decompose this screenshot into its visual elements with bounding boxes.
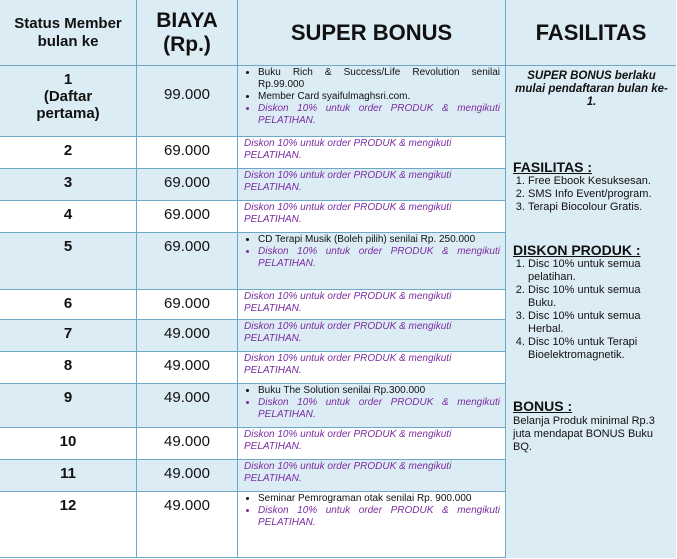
price-cell: 49.000: [137, 320, 238, 352]
month-cell: 12: [0, 492, 137, 558]
bonus-item: • Buku The Solution senilai Rp.300.000: [258, 385, 500, 397]
diskon-item: 1. Disc 10% untuk semua pelatihan.: [528, 258, 670, 284]
header-status: [0, 0, 137, 66]
bonus-cell: [238, 233, 506, 290]
price-cell: 69.000: [137, 290, 238, 320]
month-cell: 6: [0, 290, 137, 320]
bonus-cell: [238, 492, 506, 558]
header-super-bonus: SUPER BONUS: [238, 0, 506, 66]
month-number: 1: [63, 71, 73, 88]
diskon-item: 3. Disc 10% untuk semua Herbal.: [528, 310, 670, 336]
month-cell: 9: [0, 384, 137, 428]
discount-text: Diskon 10% untuk order PRODUK & mengikuti PELATIHAN.: [238, 169, 506, 201]
bonus-cell: [238, 384, 506, 428]
bonus-text: Belanja Produk minimal Rp.3 juta mendapat BONUS Buku BQ.: [513, 415, 655, 453]
diskon-list: [513, 258, 670, 362]
fasilitas-item: 2. SMS Info Event/program.: [528, 188, 670, 201]
price-cell: 49.000: [137, 460, 238, 492]
price-cell: 49.000: [137, 352, 238, 384]
header-status-line2: bulan ke: [37, 32, 99, 50]
discount-text: Diskon 10% untuk order PRODUK & mengikuti PELATIHAN.: [238, 290, 506, 320]
discount-text: Diskon 10% untuk order PRODUK & mengikuti PELATIHAN.: [238, 201, 506, 233]
month-cell: 8: [0, 352, 137, 384]
price-cell: 99.000: [137, 66, 238, 137]
header-fasilitas: FASILITAS: [506, 0, 676, 66]
fasilitas-column: [506, 66, 676, 558]
diskon-item: 4. Disc 10% untuk Terapi Bioelektromagnetik.: [528, 336, 670, 362]
month-cell: 5: [0, 233, 137, 290]
header-biaya-line2: (Rp.): [163, 32, 211, 56]
month-cell: 3: [0, 169, 137, 201]
month-cell: 2: [0, 137, 137, 169]
discount-text: • Diskon 10% untuk order PRODUK & mengikuti PELATIHAN.: [258, 246, 500, 270]
month-cell: 7: [0, 320, 137, 352]
fasilitas-item: 1. Free Ebook Kesuksesan.: [528, 175, 670, 188]
header-biaya: [137, 0, 238, 66]
month-cell: [0, 66, 137, 137]
discount-text: • Diskon 10% untuk order PRODUK & mengikuti PELATIHAN.: [258, 103, 500, 127]
price-cell: 69.000: [137, 169, 238, 201]
bonus-item: • Buku Rich & Success/Life Revolution senilai Rp.99.000: [258, 67, 500, 91]
header-status-line1: Status Member: [14, 14, 122, 32]
price-cell: 49.000: [137, 492, 238, 558]
discount-text: Diskon 10% untuk order PRODUK & mengikuti PELATIHAN.: [238, 460, 506, 492]
month-cell: 11: [0, 460, 137, 492]
diskon-produk-title: DISKON PRODUK :: [513, 242, 641, 258]
fasilitas-item: 3. Terapi Biocolour Gratis.: [528, 201, 670, 214]
price-cell: 69.000: [137, 137, 238, 169]
discount-text: • Diskon 10% untuk order PRODUK & mengikuti PELATIHAN.: [258, 505, 500, 529]
discount-text: Diskon 10% untuk order PRODUK & mengikuti PELATIHAN.: [238, 428, 506, 460]
fasilitas-list: [513, 175, 670, 214]
bonus-item: • CD Terapi Musik (Boleh pilih) senilai Rp. 250.000: [258, 234, 500, 246]
super-bonus-note: SUPER BONUS berlaku mulai pendaftaran bulan ke-1.: [515, 70, 668, 108]
discount-text: • Diskon 10% untuk order PRODUK & mengikuti PELATIHAN.: [258, 397, 500, 421]
price-cell: 69.000: [137, 233, 238, 290]
month-note: (Daftar pertama): [36, 88, 100, 122]
bonus-item: • Seminar Pemrograman otak senilai Rp. 900.000: [258, 493, 500, 505]
header-biaya-line1: BIAYA: [156, 8, 218, 32]
bonus-item: • Member Card syaifulmaghsri.com.: [258, 91, 500, 103]
discount-text: Diskon 10% untuk order PRODUK & mengikuti PELATIHAN.: [238, 137, 506, 169]
month-cell: 4: [0, 201, 137, 233]
price-cell: 49.000: [137, 428, 238, 460]
month-cell: 10: [0, 428, 137, 460]
price-cell: 69.000: [137, 201, 238, 233]
price-cell: 49.000: [137, 384, 238, 428]
fasilitas-title: FASILITAS :: [513, 159, 593, 175]
bonus-title: BONUS :: [513, 398, 573, 414]
discount-text: Diskon 10% untuk order PRODUK & mengikuti PELATIHAN.: [238, 352, 506, 384]
discount-text: Diskon 10% untuk order PRODUK & mengikuti PELATIHAN.: [238, 320, 506, 352]
bonus-cell: [238, 66, 506, 137]
diskon-item: 2. Disc 10% untuk semua Buku.: [528, 284, 670, 310]
